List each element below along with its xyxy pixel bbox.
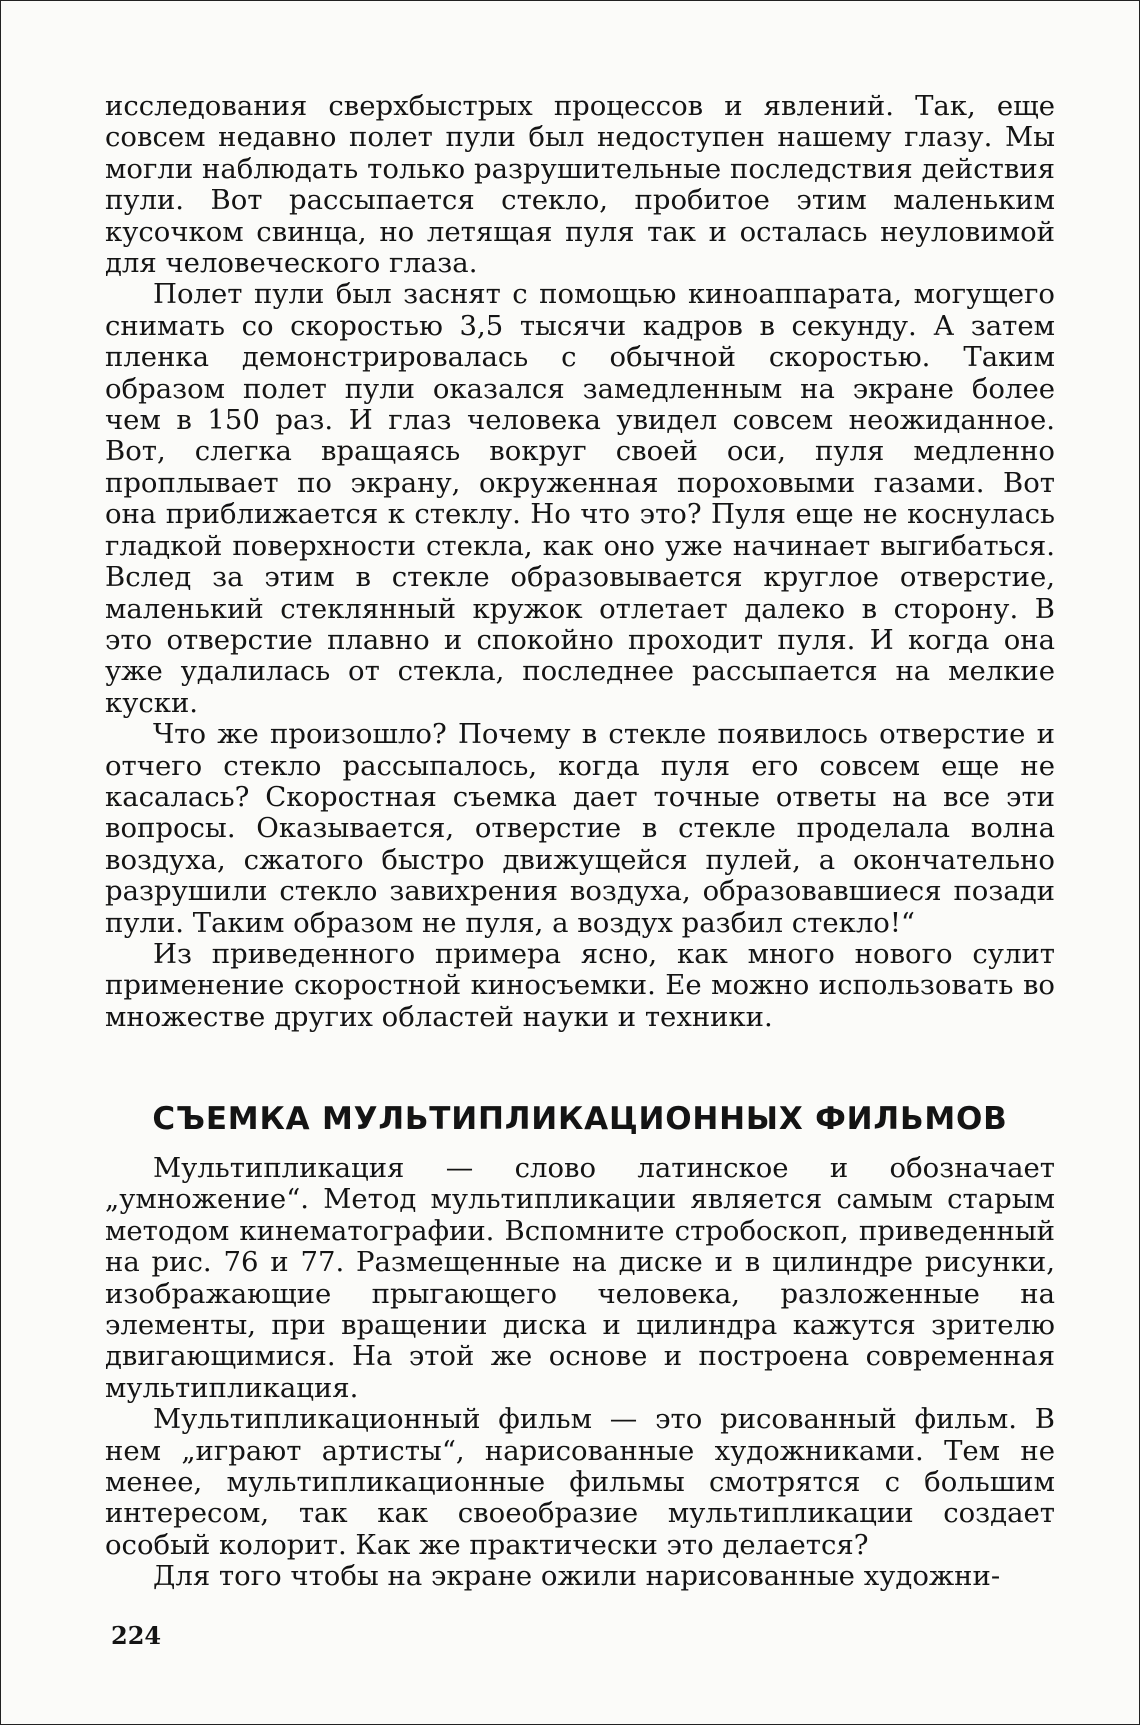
paragraph: Для того чтобы на экране ожили нарисованные художни- [153, 1560, 1001, 1593]
section-heading: СЪЕМКА МУЛЬТИПЛИКАЦИОННЫХ ФИЛЬМОВ [152, 1101, 1008, 1137]
page-number: 224 [111, 1621, 162, 1650]
paragraph: Из приведенного примера ясно, как много нового сулит применение скоростной киносъемки. Ее можно использовать во множестве других областей науки и техники. [105, 937, 1055, 1033]
text-block-bottom [105, 1153, 1055, 1593]
paragraph: исследования сверхбыстрых процессов и явлений. Так, еще совсем недавно полет пули был недоступен нашему глазу. Мы могли наблюдать только разрушительные последствия действия пули. Вот рассыпается стекло, пробитое этим маленьким кусочком свинца, но летящая пуля так и осталась неуловимой для человеческого глаза. [105, 90, 1055, 280]
paragraph: Мультипликация — слово латинское и обозначает „умножение“. Метод мультипликации является самым старым методом кинематографии. Вспомните стробоскоп, приведенный на рис. 76 и 77. Размещенные на диске и в цилиндре рисунки, изображающие прыгающего человека, разложенные на элементы, при вращении диска и цилиндра кажутся зрителю двигающимися. На этой же основе и построена современная мультипликация. [105, 1152, 1055, 1404]
paragraph: Что же произошло? Почему в стекле появилось отверстие и отчего стекло рассыпалось, когда пуля его совсем еще не касалась? Скоростная съемка дает точные ответы на все эти вопросы. Оказывается, отверстие в стекле проделала волна воздуха, сжатого быстро движущейся пулей, а окончательно разрушили стекло завихрения воздуха, образовавшиеся позади пули. Таким образом не пуля, а воздух разбил стекло!“ [105, 718, 1055, 939]
paragraph: Мультипликационный фильм — это рисованный фильм. В нем „играют артисты“, нарисованные художниками. Тем не менее, мультипликационные фильмы смотрятся с большим интересом, так как своеобразие мультипликации создает особый колорит. Как же практически это делается? [105, 1403, 1055, 1561]
paragraph: Полет пули был заснят с помощью киноаппарата, могущего снимать со скоростью 3,5 тысячи кадров в секунду. А затем пленка демонстрировалась с обычной скоростью. Таким образом полет пули оказался замедленным на экране более чем в 150 раз. И глаз человека увидел совсем неожиданное. Вот, слегка вращаясь вокруг своей оси, пуля медленно проплывает по экрану, окруженная пороховыми газами. Вот она приближается к стеклу. Но что это? Пуля еще не коснулась гладкой поверхности стекла, как оно уже начинает выгибаться. Вслед за этим в стекле образовывается круглое отверстие, маленький стеклянный кружок отлетает далеко в сторону. В это отверстие плавно и спокойно проходит пуля. И когда она уже удалилась от стекла, последнее рассыпается на мелкие куски. [105, 278, 1055, 719]
text-block-top [105, 91, 1055, 1033]
